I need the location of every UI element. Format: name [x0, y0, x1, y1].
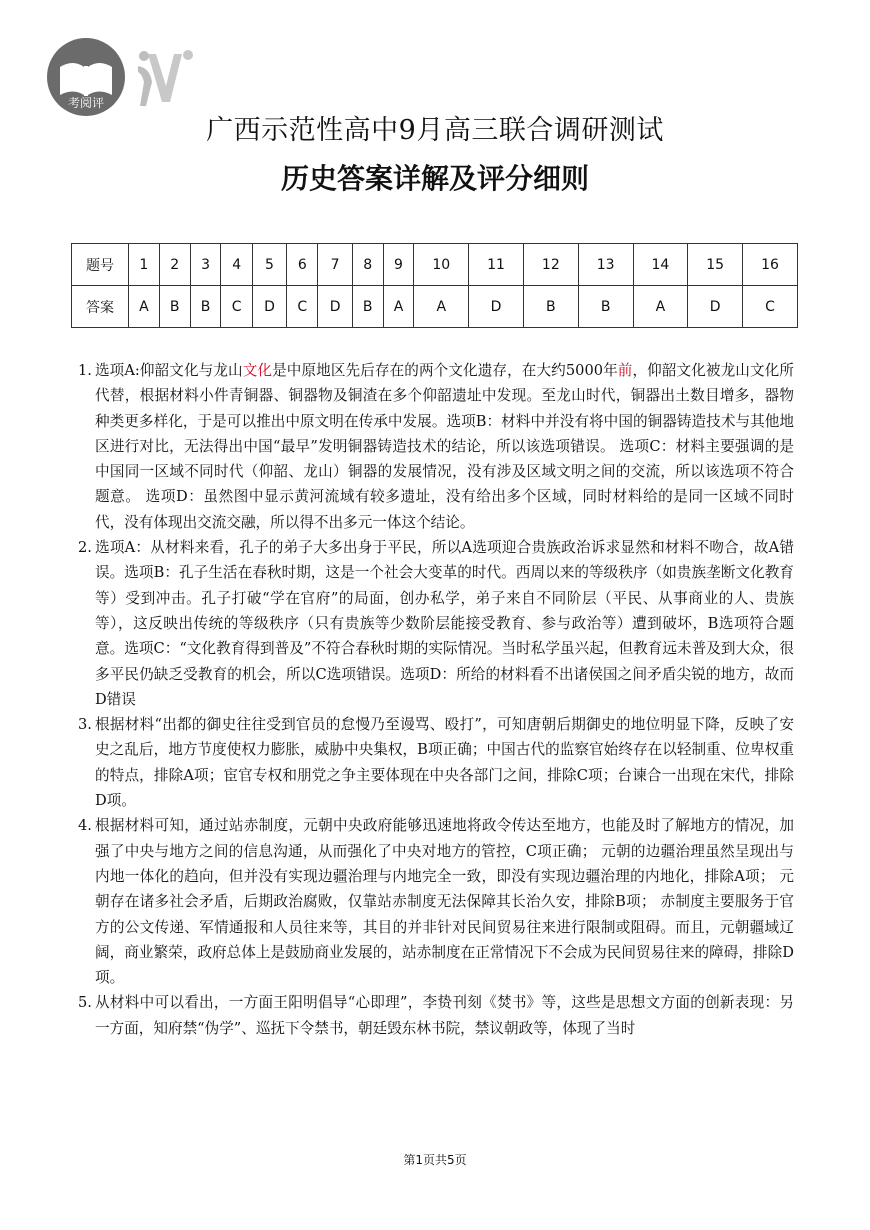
- question-number: 12: [523, 244, 578, 286]
- item-text: 从材料中可以看出，一方面王阳明倡导“心即理”，李贽刊刻《焚书》等，这些是思想文方面的创新表现：另一方面，知府禁“伪学”、巡抚下令禁书，朝廷毁东林书院，禁议朝政等，体现了当时: [95, 994, 794, 1037]
- list-item: [78, 358, 794, 535]
- answer-cell: B: [352, 286, 383, 328]
- page-footer: 第1页共5页: [403, 1153, 467, 1167]
- table-row-numbers: [72, 244, 798, 286]
- item-text: 根据材料“出都的御史往往受到官员的怠慢乃至谩骂、殴打”，可知唐朝后期御史的地位明显下降，反映了安史之乱后，地方节度使权力膨胀，威胁中央集权，B项正确；中国古代的监察官始终存在以轻制重、位卑权重的特点，排除A项；宦官专权和朋党之争主要体现在中央各部门之间，排除C项；台谏合一出现在宋代，排除D项。: [95, 716, 794, 810]
- question-number: 3: [190, 244, 221, 286]
- question-number: 2: [159, 244, 190, 286]
- question-number: 14: [633, 244, 688, 286]
- answer-cell: C: [221, 286, 252, 328]
- item-text: 选项A:仰韶文化与龙山: [95, 362, 243, 379]
- page-title: 广西示范性高中9月高三联合调研测试: [206, 115, 664, 146]
- answer-cell: D: [318, 286, 352, 328]
- logo: [46, 37, 126, 117]
- question-number: 8: [352, 244, 383, 286]
- question-number: 6: [287, 244, 318, 286]
- item-text: 是中原地区先后存在的两个文化遗存，在大约5000年: [272, 362, 618, 379]
- item-number: 4.: [78, 817, 92, 835]
- explanations: [78, 358, 794, 1041]
- row-label-numbers: 题号: [72, 244, 129, 286]
- figure-mark-icon: [134, 46, 198, 110]
- answer-cell: A: [383, 286, 414, 328]
- logo-text: 考阅评: [67, 96, 105, 110]
- answer-table: [71, 243, 798, 328]
- list-item: [78, 535, 794, 712]
- question-number: 7: [318, 244, 352, 286]
- answer-cell: D: [469, 286, 524, 328]
- item-number: 1.: [78, 362, 92, 379]
- highlight-text: 文化: [242, 362, 273, 379]
- question-number: 5: [252, 244, 286, 286]
- question-number: 4: [221, 244, 252, 286]
- question-number: 9: [383, 244, 414, 286]
- answer-cell: B: [578, 286, 633, 328]
- answer-cell: A: [414, 286, 469, 328]
- page-subtitle: 历史答案详解及评分细则: [280, 162, 589, 195]
- highlight-text: 前: [617, 362, 633, 379]
- answer-cell: D: [252, 286, 286, 328]
- table-row-answers: [72, 286, 798, 328]
- row-label-answers: 答案: [72, 286, 129, 328]
- answer-cell: D: [688, 286, 743, 328]
- item-number: 5.: [78, 994, 92, 1012]
- question-number: 15: [688, 244, 743, 286]
- answer-cell: C: [743, 286, 798, 328]
- item-number: 2.: [78, 539, 92, 557]
- answer-cell: C: [287, 286, 318, 328]
- question-number: 11: [469, 244, 524, 286]
- item-text: 根据材料可知，通过站赤制度，元朝中央政府能够迅速地将政令传达至地方，也能及时了解地方的情况，加强了中央与地方之间的信息沟通，从而强化了中央对地方的管控，C项正确； 元朝的边疆治理虽然呈现出与内地一体化的趋向，但并没有实现边疆治理与内地完全一致，即没有实现边疆治理的内地化，排除A项； 元朝存在诸多社会矛盾，后期政治腐败，仅靠站赤制度无法保障其长治久安，排除B项； 赤制度主要服务于官方的公文传递、军情通报和人员往来等，其目的并非针对民间贸易往来进行限制或阻碍。而且，元朝疆域辽阔，商业繁荣，政府总体上是鼓励商业发展的，站赤制度在正常情况下不会成为民间贸易往来的障碍，排除D项。: [95, 817, 794, 987]
- question-number: 16: [743, 244, 798, 286]
- item-text: 选项A：从材料来看，孔子的弟子大多出身于平民，所以A选项迎合贵族政治诉求显然和材料不吻合，故A错误。选项B：孔子生活在春秋时期，这是一个社会大变革的时代。西周以来的等级秩序（如贵族垄断文化教育等）受到冲击。孔子打破“学在官府”的局面，创办私学，弟子来自不同阶层（平民、从事商业的人、贵族等），这反映出传统的等级秩序（只有贵族等少数阶层能接受教育、参与政治等）遭到破坏，B选项符合题意。选项C：“文化教育得到普及”不符合春秋时期的实际情况。当时私学虽兴起，但教育远未普及到大众，很多平民仍缺乏受教育的机会，所以C选项错误。选项D：所给的材料看不出诸侯国之间矛盾尖锐的地方，故而D错误: [95, 539, 794, 708]
- question-number: 1: [129, 244, 160, 286]
- list-item: [78, 712, 794, 813]
- item-text: ，仰韶文化被龙山文化所代替，根据材料小件青铜器、铜器物及铜渣在多个仰韶遗址中发现。至龙山时代，铜器出土数目增多，器物种类更多样化，于是可以推出中原文明在传承中发展。选项B：材料中并没有将中国的铜器铸造技术与其他地区进行对比，无法得出中国“最早”发明铜器铸造技术的结论，所以该选项错误。 选项C：材料主要强调的是中国同一区域不同时代（仰韶、龙山）铜器的发展情况，没有涉及区域文明之间的交流，所以该选项不符合题意。 选项D：虽然图中显示黄河流域有较多遗址，没有给出多个区域，同时材料给的是同一区域不同时代，没有体现出交流交融，所以得不出多元一体这个结论。: [95, 362, 794, 531]
- list-item: [78, 990, 794, 1041]
- question-number: 13: [578, 244, 633, 286]
- question-number: 10: [414, 244, 469, 286]
- list-item: [78, 813, 794, 990]
- answer-cell: B: [190, 286, 221, 328]
- answer-cell: A: [129, 286, 160, 328]
- answer-cell: A: [633, 286, 688, 328]
- answer-cell: B: [523, 286, 578, 328]
- item-number: 3.: [78, 716, 92, 734]
- answer-cell: B: [159, 286, 190, 328]
